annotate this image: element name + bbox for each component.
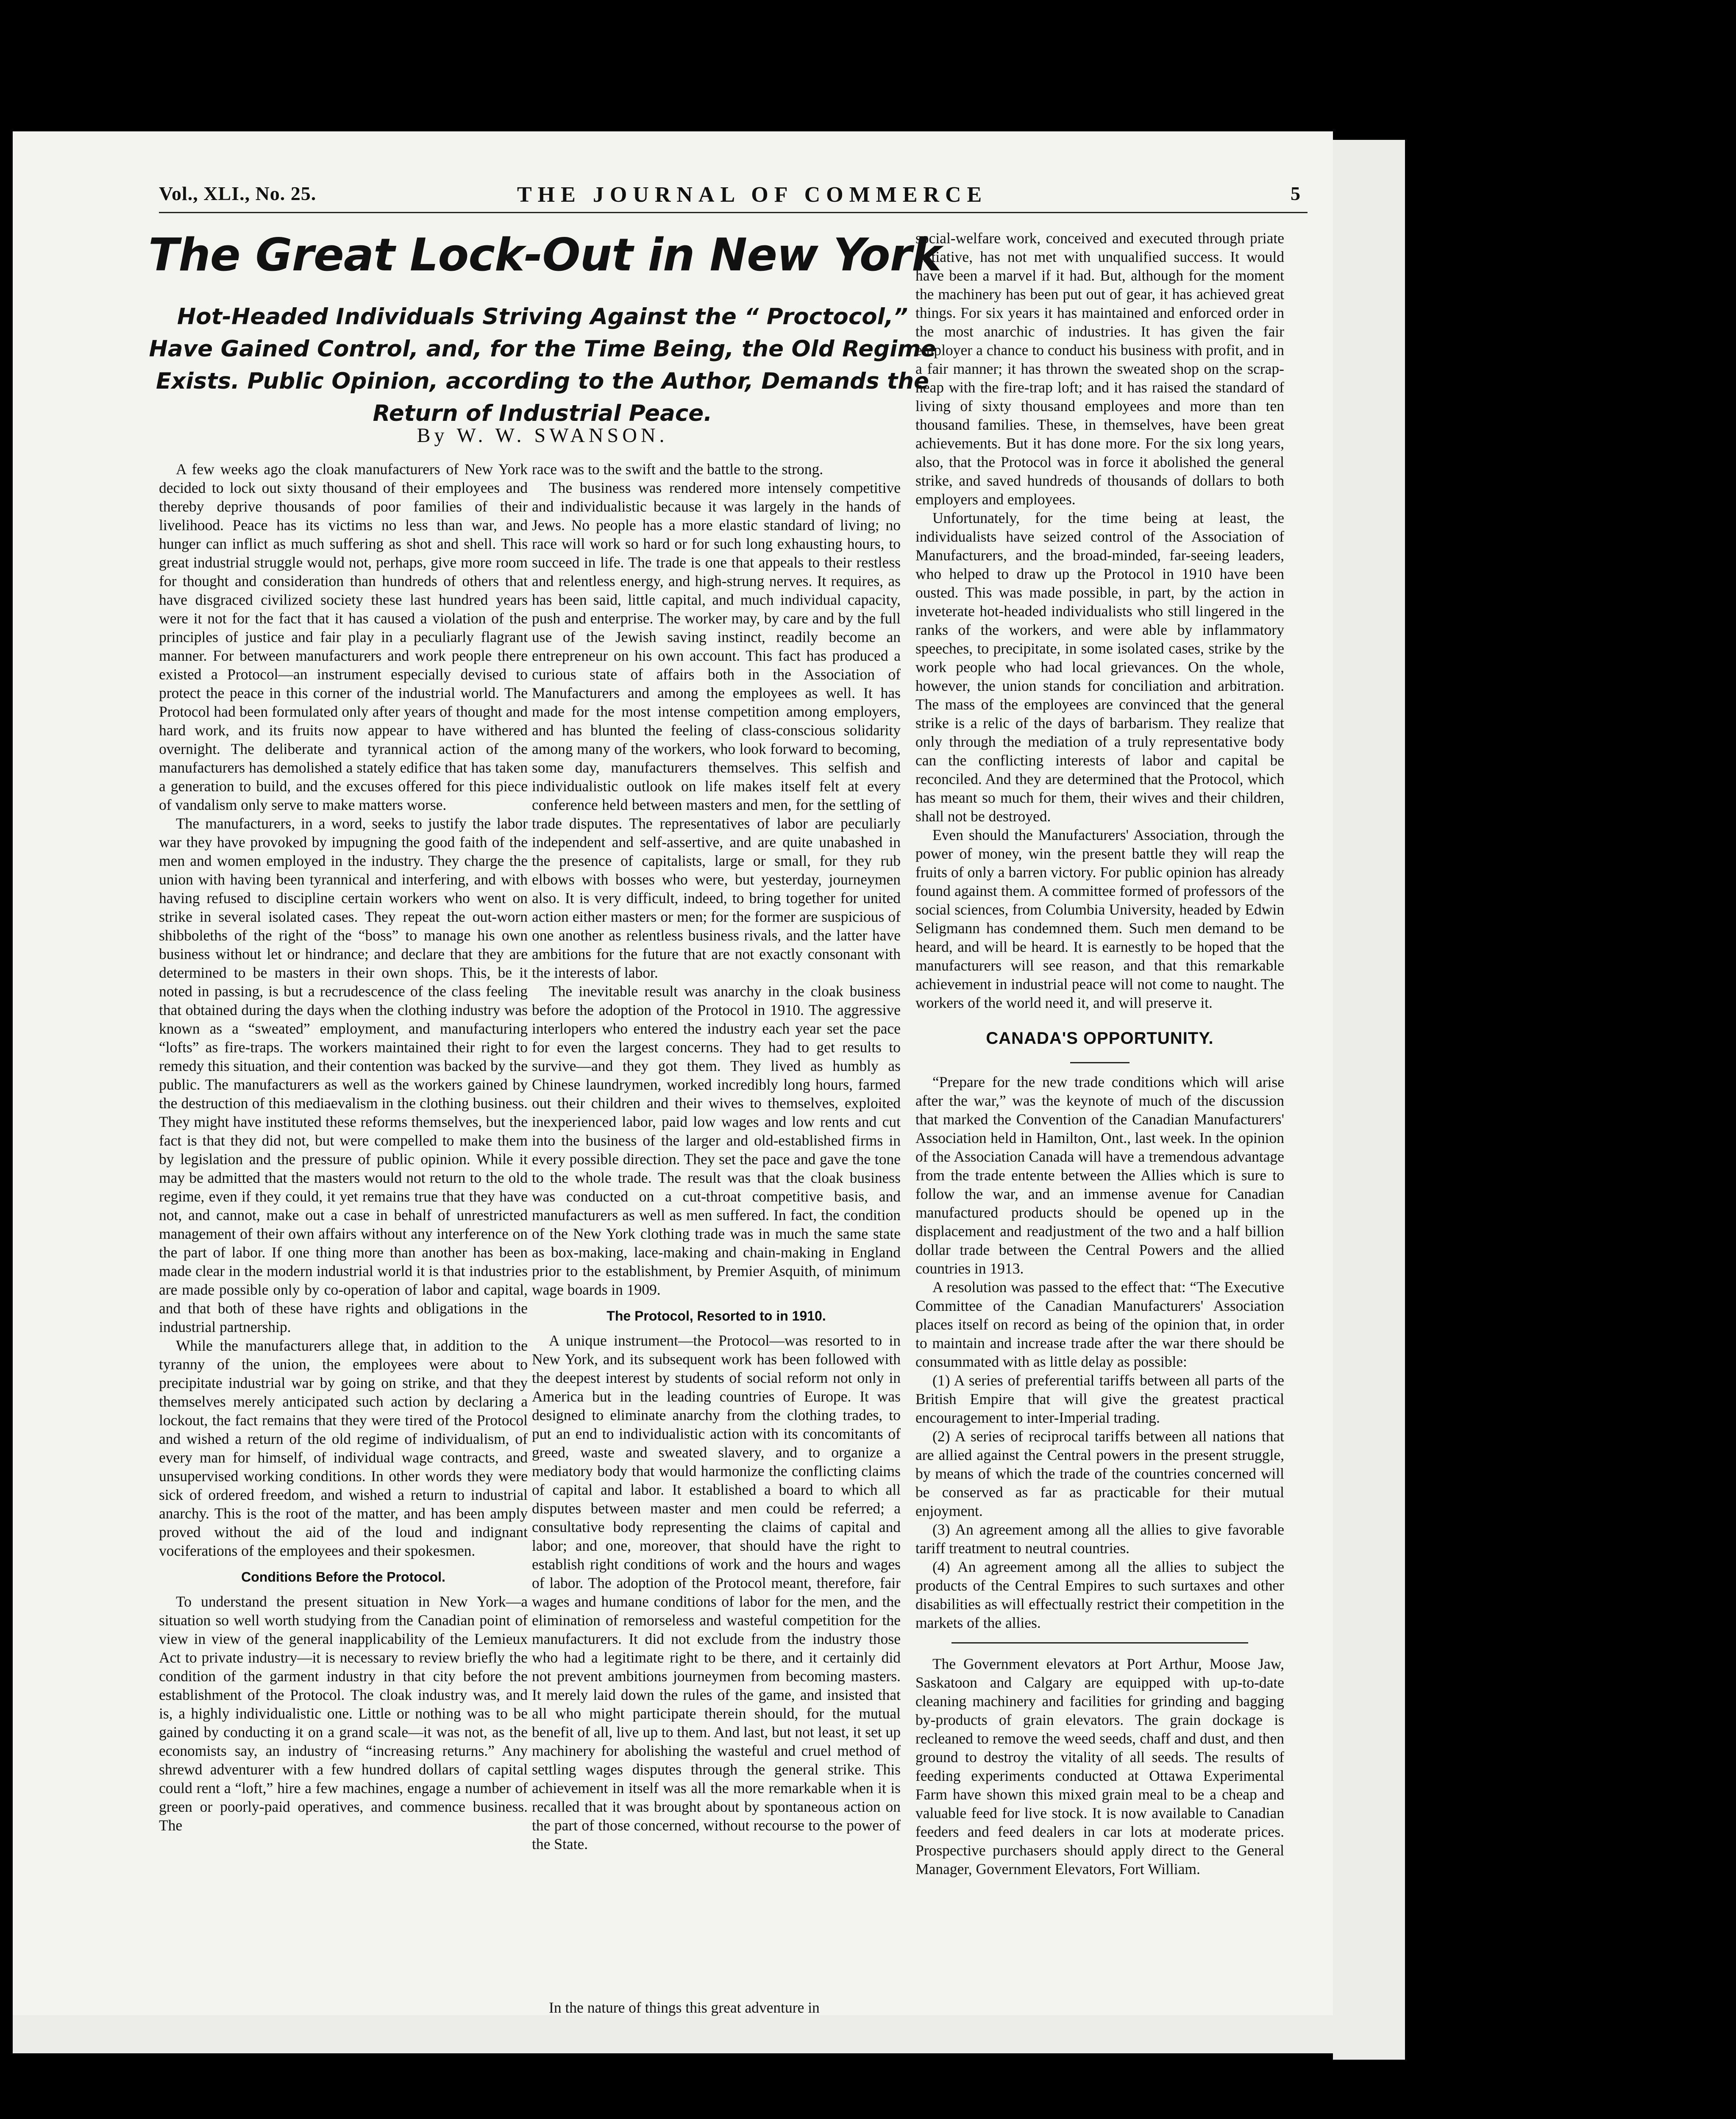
byline: By W. W. SWANSON.: [417, 424, 668, 447]
paragraph: social-welfare work, conceived and executed through priate initiative, has not met with unqualified success. It would have been a marvel if it had. But, although for the moment the machinery has been put out of gear, it has achieved great things. For six years it has maintained and enforced order in the most anarchic of industries. It has given the fair employer a chance to conduct his business with profit, and in a fair manner; it has thrown the sweated shop on the scrap-heap with the fire-trap loft; and it has raised the standard of living of sixty thousand employees and more than ten thousand families. These, in themselves, have been great achievements. But it has done more. For the six long years, also, that the Protocol was in force it abolished the general strike, and saved hundreds of thousands of dollars to both employers and employees.: [915, 230, 1284, 508]
page-fold-right: [1333, 140, 1405, 2060]
list-item: (1) A series of preferential tariffs between all parts of the British Empire that will give the greatest practical encouragement to inter-Imperial trading.: [915, 1372, 1284, 1426]
paragraph: While the manufacturers allege that, in addition to the tyranny of the union, the employees were about to precipitate industrial war by going on strike, and that they themselves merely anticipated such action by declaring a lockout, the fact remains that they were tired of the Protocol and wished a return of the old regime of individualism, of every man for himself, of individual wage contracts, and unsupervised working conditions. In other words they were sick of ordered freedom, and wished a return to industrial anarchy. This is the root of the matter, and has been amply proved without the aid of the loud and indignant vociferations of the employees and their spokesmen.: [159, 1337, 528, 1559]
paragraph: “Prepare for the new trade conditions which will arise after the war,” was the keynote of much of the discussion that marked the Convention of the Canadian Manufacturers' Association held in Hamilton, Ont., last week. In the opinion of the Association Canada will have a tremendous advantage from the trade entente between the Allies which is sure to follow the war, and an immense avenue for Canadian manufactured products should be opened up in the displacement and readjustment of the two and a half billion dollar trade between the Central Powers and the allied countries in 1913.: [915, 1073, 1284, 1277]
column-3: [915, 229, 1284, 1878]
list-item: (3) An agreement among all the allies to give favorable tariff treatment to neutral countries.: [915, 1521, 1284, 1557]
journal-name: THE JOURNAL OF COMMERCE: [517, 183, 988, 207]
paragraph: Even should the Manufacturers' Association, through the power of money, win the present battle they will reap the fruits of only a barren victory. For public opinion has already found against them. A committee formed of professors of the social sciences, from Columbia University, headed by Edwin Seligmann has condemned them. Such men demand to be heard, and will be heard. It is earnestly to be hoped that the manufacturers will see reason, and that this remarkable achievement in industrial peace will not come to naught. The workers of the world need it, and will preserve it.: [915, 826, 1284, 1011]
paragraph: Unfortunately, for the time being at least, the individualists have seized control of the Association of Manufacturers, and the broad-minded, far-seeing leaders, who helped to draw up the Protocol in 1910 have been ousted. This was made possible, in part, by the action in inveterate hot-headed individualists who still lingered in the ranks of the workers, and were able by inflammatory speeches, to precipitate, in some isolated cases, strike by the work people who had local grievances. On the whole, however, the union stands for conciliation and arbitration. The mass of the employees are convinced that the general strike is a relic of the days of barbarism. They realize that only through the mediation of a truly representative body can the conflicting interests of labor and capital be reconciled. And they are determined that the Protocol, which has meant so much for them, their wives and their children, shall not be destroyed.: [915, 509, 1284, 825]
paragraph: In the nature of things this great adventure in: [549, 1999, 820, 2016]
section-divider: [951, 1642, 1248, 1643]
newspaper-page: [13, 131, 1333, 2015]
column-2: [532, 460, 901, 1853]
column-1: [159, 460, 528, 1835]
list-item: (2) A series of reciprocal tariffs between all nations that are allied against the Central powers in the present struggle, by means of which the trade of the countries concerned will be conserved as far as practicable for their mutual enjoyment.: [915, 1428, 1284, 1519]
paragraph: A resolution was passed to the effect that: “The Executive Committee of the Canadian Manufacturers' Association places itself on record as being of the opinion that, in order to maintain and increase trade after the war there should be consummated with as little delay as possible:: [915, 1279, 1284, 1370]
section-heading: Conditions Before the Protocol.: [241, 1569, 445, 1585]
article-subtitle: Hot-Headed Individuals Striving Against the “ Proctocol,” Have Gained Control, and, for the Time Being, the Old Regime Exists. Public Opinion, according to the Author, Demands the Return of Industrial Peace.: [149, 304, 936, 426]
paragraph: The Government elevators at Port Arthur, Moose Jaw, Saskatoon and Calgary are equipped with up-to-date cleaning machinery and facilities for grinding and bagging by-products of grain elevators. The grain dockage is recleaned to remove the weed seeds, chaff and dust, and then ground to destroy the vitality of all seeds. The results of feeding experiments conducted at Ottawa Experimental Farm have shown this mixed grain meal to be a cheap and valuable feed for live stock. It is now available to Canadian feeders and feed dealers in car lots at moderate prices. Prospective purchasers should apply direct to the General Manager, Government Elevators, Fort William.: [915, 1655, 1284, 1877]
section-heading: The Protocol, Resorted to in 1910.: [606, 1308, 826, 1324]
article-title: The Great Lock-Out in New York: [148, 229, 941, 281]
page-fold-bottom: [13, 2015, 1360, 2053]
paragraph: race was to the swift and the battle to the strong.: [532, 461, 823, 478]
paragraph: The manufacturers, in a word, seeks to justify the labor war they have provoked by impugning the good faith of the men and women employed in the industry. They charge the union with having been tyrannical and interfering, and with having refused to discipline certain workers who went on strike in several isolated cases. They repeat the out-worn shibboleths of the right of the “boss” to manage his own business without let or hindrance; and declare that they are determined to be masters in their own shops. This, be it noted in passing, is but a recrudescence of the class feeling that obtained during the days when the clothing industry was known as a “sweated” employment, and manufacturing “lofts” as fire-traps. The workers maintained their right to remedy this situation, and their contention was backed by the public. The manufacturers as well as the workers gained by the destruction of this mediaevalism in the clothing business. They might have instituted these reforms themselves, but the fact is that they did not, but were compelled to make them by legislation and the pressure of public opinion. While it may be admitted that the masters would not return to the old regime, even if they could, it yet remains true that they have not, and cannot, make out a case in behalf of unrestricted management of their own affairs without any interference on the part of labor. If one thing more than another has been made clear in the modern industrial world it is that industries are made possible only by co-operation of labor and capital, and that both of these have rights and obligations in the industrial partnership.: [159, 815, 528, 1335]
paragraph: To understand the present situation in New York—a situation so well worth studying from the Canadian point of view in view of the general inapplicability of the Lemieux Act to private industry—it is necessary to review briefly the condition of the garment industry in that city before the establishment of the Protocol. The cloak industry was, and is, a highly individualistic one. Little or nothing was to be gained by conducting it on a grand scale—it was not, as the economists say, an industry of “increasing returns.” Any shrewd adventurer with a few hundred dollars of capital could rent a “loft,” hire a few machines, engage a number of green or poorly-paid operatives, and commence business. The: [159, 1593, 528, 1834]
list-item: (4) An agreement among all the allies to subject the products of the Central Empires to such surtaxes and other disabilities as will effectually restrict their competition in the markets of the allies.: [915, 1558, 1284, 1631]
header-rule: [159, 212, 1308, 213]
page-number: 5: [1291, 183, 1301, 204]
paragraph: The inevitable result was anarchy in the cloak business before the adoption of the Protocol in 1910. The aggressive interlopers who entered the industry each year set the pace for even the largest concerns. They had to get results to survive—and they got them. They lived as humbly as Chinese laundrymen, worked incredibly long hours, farmed out their children and their wives to themselves, exploited inexperienced labor, paid low wages and low rents and cut into the business of the larger and old-established firms in every possible direction. They set the pace and gave the tone to the whole trade. The result was that the cloak business was conducted on a cut-throat competitive basis, and manufacturers as well as men suffered. In fact, the condition of the New York clothing trade was in much the same state as box-making, lace-making and chain-making in England prior to the establishment, by Premier Asquith, of minimum wage boards in 1909.: [532, 983, 901, 1298]
issue-number: Vol., XLI., No. 25.: [159, 183, 317, 204]
heading-rule: [1070, 1062, 1130, 1063]
paragraph: A few weeks ago the cloak manufacturers of New York decided to lock out sixty thousand of their employees and thereby deprive thousands of poor families of their livelihood. Peace has its victims no less than war, and hunger can inflict as much suffering as shot and shell. This great industrial struggle would not, perhaps, give more room for thought and consideration than hundreds of others that have disgraced civilized society these last hundred years were it not for the fact that it has caused a violation of the principles of justice and fair play in a peculiarly flagrant manner. For between manufacturers and work people there existed a Protocol—an instrument especially devised to protect the peace in this corner of the industrial world. The Protocol had been formulated only after years of thought and hard work, and its fruits now appear to have withered overnight. The deliberate and tyrannical action of the manufacturers has demolished a stately edifice that has taken a generation to build, and the excuses offered for this piece of vandalism only serve to make matters worse.: [159, 461, 528, 813]
paragraph: The business was rendered more intensely competitive and individualistic because it was largely in the hands of Jews. No people has a more elastic standard of living; no race will work so hard or for such long exhausting hours, to succeed in life. The trade is one that appeals to their restless and relentless energy, and high-strung nerves. It requires, as has been said, little capital, and much individual capacity, push and enterprise. The worker may, by care and by the full use of the Jewish saving instinct, readily become an entrepreneur on his own account. This fact has produced a curious state of affairs both in the Association of Manufacturers and among the employees as well. It has made for the most intense competition among employers, and has blunted the feeling of class-conscious solidarity among many of the workers, who look forward to becoming, some day, manufacturers themselves. This selfish and individualistic outlook on life makes itself felt at every conference held between masters and men, for the settling of trade disputes. The representatives of labor are peculiarly independent and self-assertive, and are quite unabashed in the presence of capitalists, large or small, for they rub elbows with bosses who were, but yesterday, journeymen also. It is very difficult, indeed, to bring together for united action either masters or men; for the former are suspicious of one another as relentless business rivals, and the latter have ambitions for the future that are not exactly consonant with the interests of labor.: [532, 479, 901, 981]
canada-opportunity-heading: CANADA'S OPPORTUNITY.: [986, 1029, 1214, 1048]
paragraph: A unique instrument—the Protocol—was resorted to in New York, and its subsequent work has been followed with the deepest interest by students of social reform not only in America but in the leading countries of Europe. It was designed to eliminate anarchy from the clothing trades, to put an end to individualistic action with its concomitants of greed, waste and sweated slavery, and to organize a mediatory body that would harmonize the conflicting claims of capital and labor. It established a board to which all disputes between master and men could be referred; a consultative body representing the claims of capital and labor; and one, moreover, that should have the right to establish right conditions of work and the hours and wages of labor. The adoption of the Protocol meant, therefore, fair wages and humane conditions of labor for the men, and the elimination of remorseless and wasteful competition for the manufacturers. It did not exclude from the industry those who had a legitimate right to be there, and it certainly did not prevent ambitions journeymen from becoming masters. It merely laid down the rules of the game, and insisted that all who might participate therein should, for the mutual benefit of all, live up to them. And last, but not least, it set up machinery for abolishing the wasteful and cruel method of settling wages disputes through the general strike. This achievement in itself was all the more remarkable when it is recalled that it was brought about by spontaneous action on the part of those concerned, without recourse to the power of the State.: [532, 1332, 901, 1852]
